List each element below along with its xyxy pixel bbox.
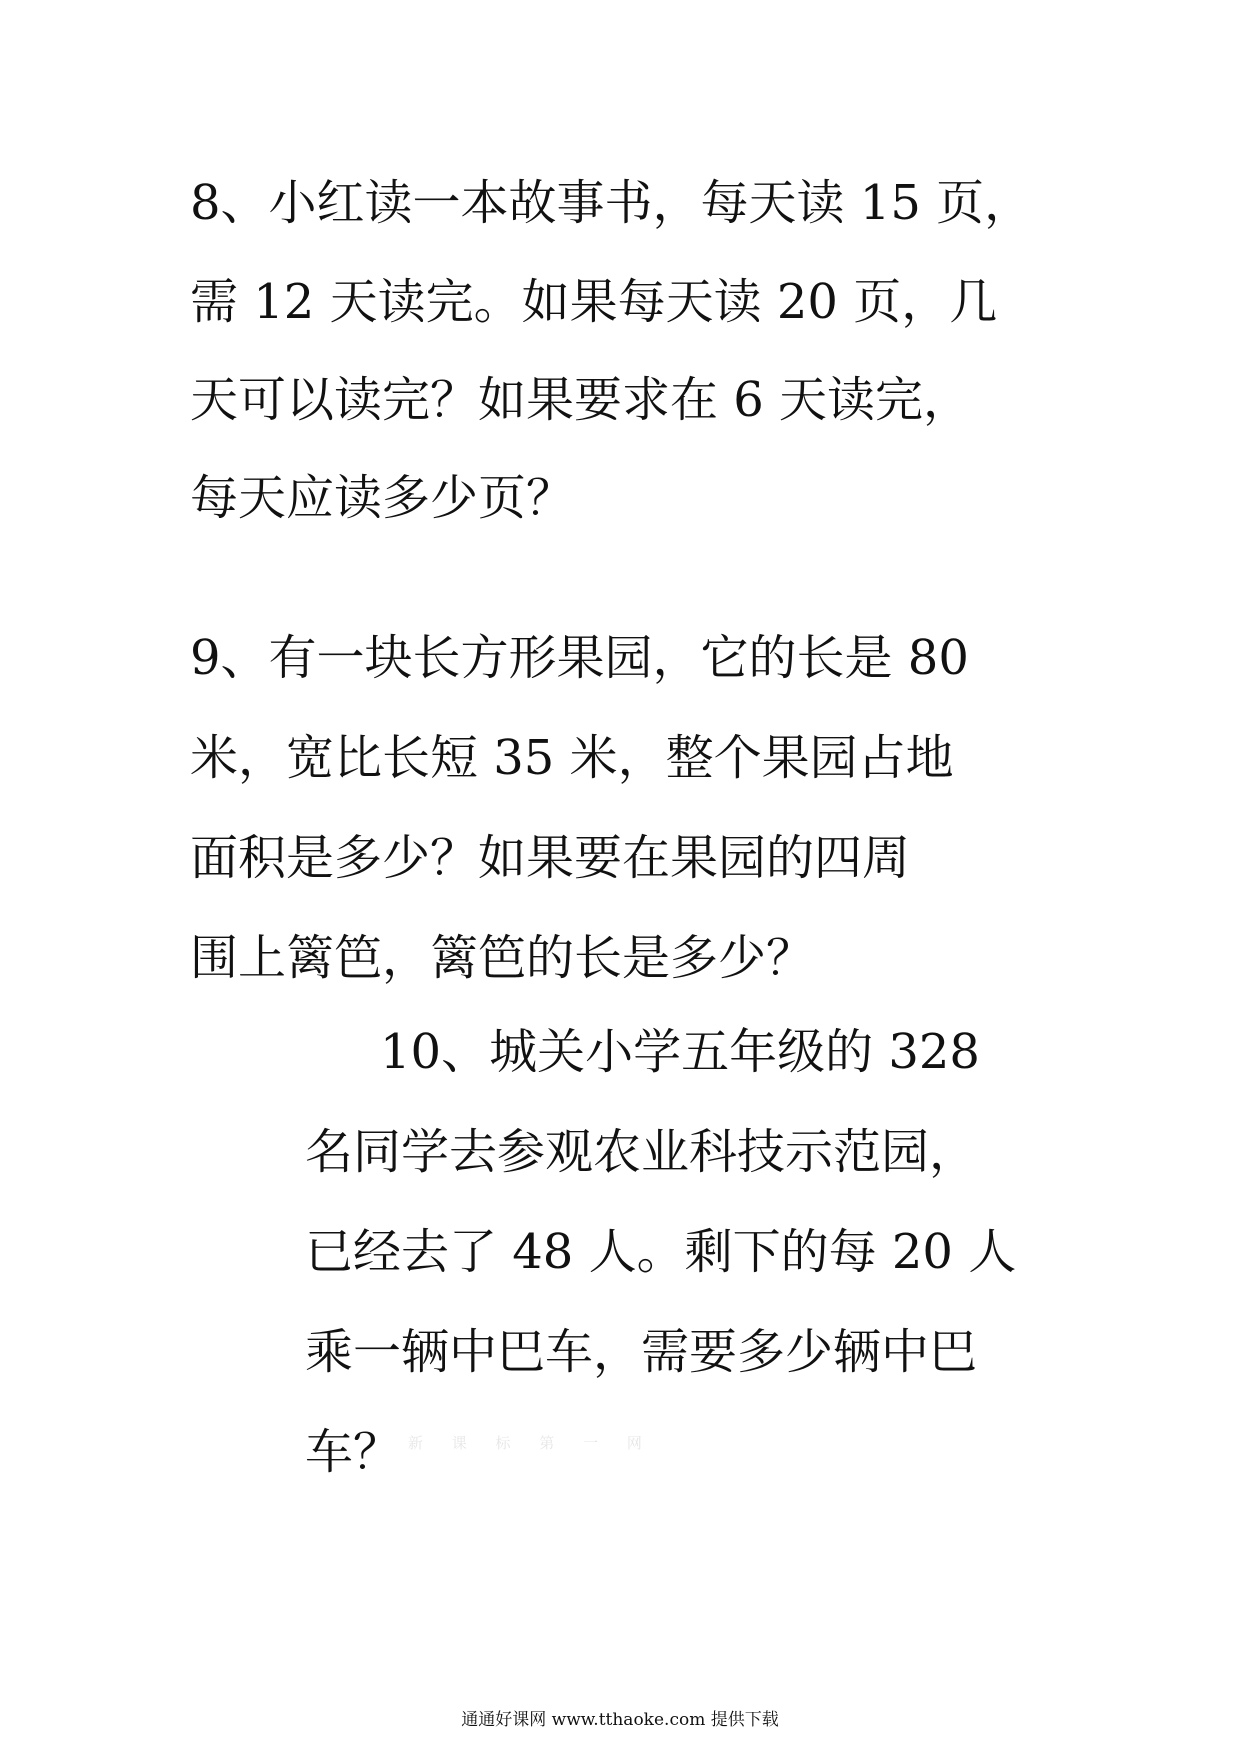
problem-10-line-2: 名同学去参观农业科技示范园， bbox=[305, 1124, 978, 1180]
problem-8-line-3: 天可以读完？如果要求在 6 天读完， bbox=[190, 372, 972, 428]
watermark-text: 新 课 标 第 一 网 bbox=[408, 1434, 654, 1452]
problem-8-line-1: 8、小红读一本故事书，每天读 15 页， bbox=[190, 175, 1033, 231]
problem-9-line-3: 面积是多少？如果要在果园的四周 bbox=[190, 830, 911, 886]
problem-9-line-2: 米，宽比长短 35 米，整个果园占地 bbox=[190, 730, 954, 786]
problem-10-line-3: 已经去了 48 人。剩下的每 20 人 bbox=[305, 1224, 1017, 1280]
problem-9-line-1: 9、有一块长方形果园，它的长是 80 bbox=[190, 630, 969, 686]
footer-credit: 通通好课网 www.tthaoke.com 提供下载 bbox=[461, 1710, 779, 1730]
problem-10-line-4: 乘一辆中巴车，需要多少辆中巴 bbox=[305, 1324, 978, 1380]
problem-10-line-5: 车？ bbox=[305, 1424, 402, 1480]
problem-9-line-4: 围上篱笆，篱笆的长是多少？ bbox=[190, 930, 815, 986]
problem-8-line-4: 每天应读多少页？ bbox=[190, 470, 575, 526]
problem-8-line-2: 需 12 天读完。如果每天读 20 页，几 bbox=[190, 274, 998, 330]
problem-10-line-1: 10、城关小学五年级的 328 bbox=[380, 1024, 980, 1080]
